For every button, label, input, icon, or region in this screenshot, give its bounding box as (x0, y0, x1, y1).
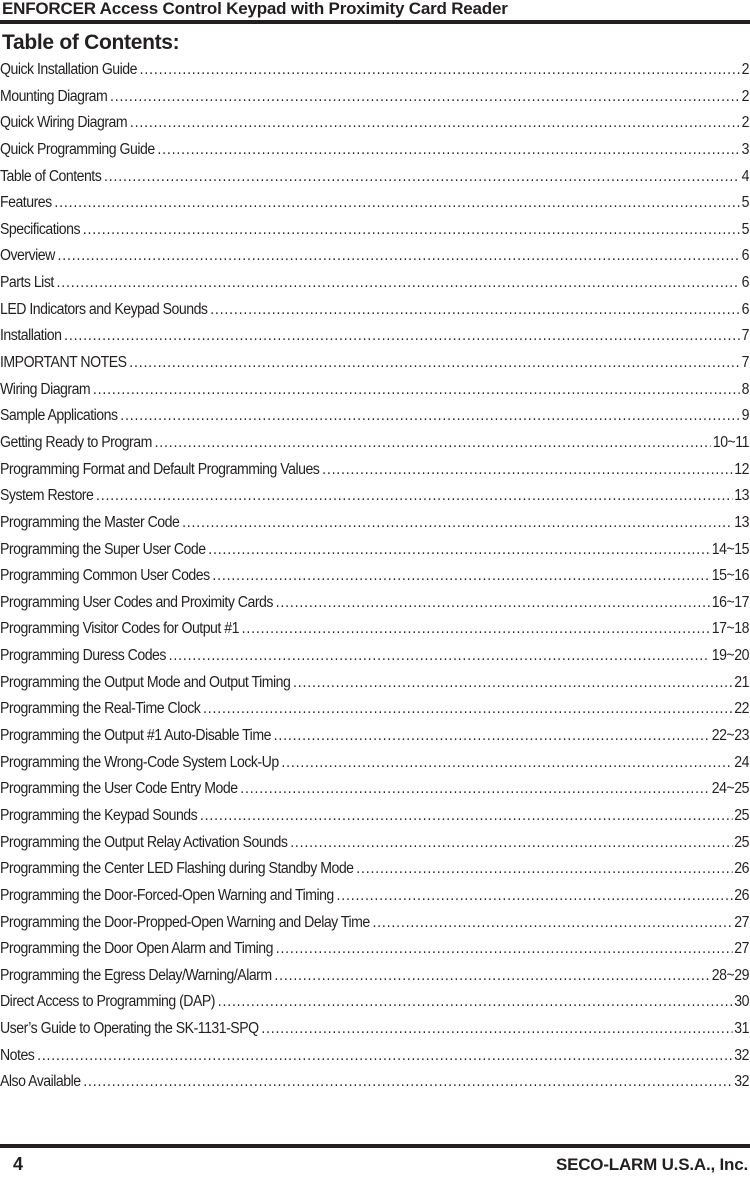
toc-dot-leader (104, 164, 740, 191)
footer-rule (0, 1144, 750, 1148)
toc-entry-page: 31 (734, 1020, 749, 1038)
toc-entry-page: 24~25 (711, 780, 749, 798)
toc-dot-leader (130, 110, 740, 137)
toc-entry[interactable] (0, 1043, 749, 1070)
toc-entry[interactable] (0, 510, 749, 537)
toc-entry-title: Quick Wiring Diagram (0, 114, 128, 132)
toc-dot-leader (93, 377, 740, 404)
toc-entry[interactable] (0, 963, 749, 990)
toc-entry-title: Programming the Output Mode and Output Timing (0, 673, 291, 691)
toc-entry-page: 25 (734, 806, 749, 824)
toc-entry[interactable] (0, 803, 749, 830)
toc-dot-leader (157, 137, 739, 164)
toc-dot-leader (212, 563, 710, 590)
toc-entry-page: 13 (734, 487, 749, 505)
footer-page-number: 4 (13, 1154, 24, 1174)
toc-entry-title: Table of Contents (0, 167, 102, 185)
toc-dot-leader (293, 670, 732, 697)
toc-entry-title: Programming the Door-Forced-Open Warning and Timing (0, 886, 334, 904)
toc-entry-page: 3 (741, 140, 749, 158)
toc-entry-title: Sample Applications (0, 407, 118, 425)
toc-entry[interactable] (0, 643, 749, 670)
toc-heading: Table of Contents: (2, 31, 180, 54)
toc-entry[interactable] (0, 989, 749, 1016)
toc-entry[interactable] (0, 403, 749, 430)
toc-entry[interactable] (0, 1016, 749, 1043)
toc-entry-page: 26 (734, 860, 749, 878)
toc-dot-leader (372, 910, 732, 937)
toc-dot-leader (261, 1016, 732, 1043)
toc-dot-leader (182, 510, 732, 537)
toc-dot-leader (200, 803, 732, 830)
toc-entry-title: Programming Common User Codes (0, 567, 210, 585)
toc-entry-title: Programming the Keypad Sounds (0, 806, 198, 824)
toc-entry[interactable] (0, 430, 749, 457)
toc-entry-page: 21 (734, 673, 749, 691)
toc-entry-page: 16~17 (711, 593, 749, 611)
toc-entry-title: Programming the Door-Propped-Open Warning and Delay Time (0, 913, 370, 931)
toc-entry-title: Programming the Wrong-Code System Lock-Up (0, 753, 279, 771)
toc-dot-leader (208, 537, 710, 564)
toc-dot-leader (83, 217, 740, 244)
toc-entry[interactable] (0, 190, 749, 217)
toc-dot-leader (337, 883, 733, 910)
toc-entry[interactable] (0, 350, 749, 377)
toc-entry[interactable] (0, 57, 749, 84)
toc-entry-page: 5 (741, 194, 749, 212)
toc-dot-leader (54, 190, 739, 217)
toc-entry-title: Programming the Door Open Alarm and Timing (0, 940, 273, 958)
toc-entry-title: Overview (0, 247, 55, 265)
toc-dot-leader (203, 696, 732, 723)
toc-entry-page: 22 (734, 700, 749, 718)
toc-entry-page: 30 (734, 993, 749, 1011)
toc-dot-leader (218, 989, 733, 1016)
toc-entry-page: 28~29 (711, 966, 749, 984)
toc-dot-leader (356, 856, 732, 883)
toc-entry-title: Programming the Egress Delay/Warning/Alarm (0, 966, 272, 984)
toc-entry[interactable] (0, 297, 749, 324)
toc-entry[interactable] (0, 696, 749, 723)
toc-entry-page: 27 (734, 913, 749, 931)
toc-entry-page: 24 (734, 753, 749, 771)
toc-entry-page: 6 (741, 247, 749, 265)
toc-entry-title: Specifications (0, 220, 81, 238)
toc-dot-leader (290, 830, 732, 857)
toc-entry-page: 27 (734, 940, 749, 958)
toc-entry-title: Getting Ready to Program (0, 433, 152, 451)
toc-entry-page: 22~23 (711, 727, 749, 745)
toc-dot-leader (58, 243, 740, 270)
toc-dot-leader (242, 616, 710, 643)
toc-entry-page: 9 (741, 407, 749, 425)
toc-entry-page: 6 (741, 300, 749, 318)
toc-entry-title: Wiring Diagram (0, 380, 91, 398)
toc-entry-title: Quick Programming Guide (0, 140, 155, 158)
toc-entry-title: Programming Duress Codes (0, 647, 166, 665)
toc-list (0, 57, 749, 1096)
toc-entry[interactable] (0, 323, 749, 350)
toc-entry-page: 19~20 (711, 647, 749, 665)
toc-dot-leader (57, 270, 740, 297)
toc-entry-page: 2 (741, 87, 749, 105)
toc-entry-page: 15~16 (711, 567, 749, 585)
toc-entry-title: Programming the Output #1 Auto-Disable Time (0, 727, 271, 745)
toc-dot-leader (276, 590, 710, 617)
toc-entry-page: 17~18 (711, 620, 749, 638)
toc-dot-leader (240, 776, 710, 803)
toc-entry-title: Direct Access to Programming (DAP) (0, 993, 216, 1011)
toc-entry[interactable] (0, 616, 749, 643)
toc-entry-page: 32 (734, 1073, 749, 1091)
toc-dot-leader (129, 350, 740, 377)
toc-entry-page: 10~11 (712, 433, 749, 451)
toc-dot-leader (37, 1043, 732, 1070)
toc-entry[interactable] (0, 776, 749, 803)
toc-entry-title: User’s Guide to Operating the SK-1131-SPQ (0, 1020, 259, 1038)
toc-dot-leader (155, 430, 711, 457)
toc-entry-title: Programming User Codes and Proximity Cards (0, 593, 273, 611)
toc-entry[interactable] (0, 377, 749, 404)
toc-entry-page: 7 (741, 327, 749, 345)
toc-entry[interactable] (0, 563, 749, 590)
toc-entry-page: 13 (734, 513, 749, 531)
toc-dot-leader (64, 323, 740, 350)
toc-entry-title: Programming the Output Relay Activation Sounds (0, 833, 288, 851)
toc-entry-page: 14~15 (711, 540, 749, 558)
footer-company-name: SECO-LARM U.S.A., Inc. (555, 1155, 748, 1174)
toc-entry[interactable] (0, 137, 749, 164)
toc-entry-title: Parts List (0, 274, 54, 292)
toc-entry[interactable] (0, 164, 749, 191)
toc-entry-title: Quick Installation Guide (0, 61, 137, 78)
toc-dot-leader (322, 457, 732, 484)
toc-entry-title: Programming Format and Default Programming Values (0, 460, 320, 478)
toc-entry[interactable] (0, 750, 749, 777)
toc-dot-leader (169, 643, 710, 670)
toc-entry-page: 32 (734, 1046, 749, 1064)
header-rule (0, 20, 750, 24)
toc-entry-page: 26 (734, 886, 749, 904)
toc-entry-page: 2 (741, 114, 749, 132)
toc-entry-page: 12 (734, 460, 749, 478)
toc-entry[interactable] (0, 590, 749, 617)
toc-entry[interactable] (0, 483, 749, 510)
toc-entry-title: Programming Visitor Codes for Output #1 (0, 620, 239, 638)
toc-entry-title: Notes (0, 1046, 35, 1064)
toc-entry[interactable] (0, 217, 749, 244)
toc-entry-title: System Restore (0, 487, 94, 505)
toc-dot-leader (276, 936, 733, 963)
toc-entry[interactable] (0, 243, 749, 270)
toc-entry[interactable] (0, 84, 749, 111)
toc-entry-title: Programming the Super User Code (0, 540, 206, 558)
document-header-title: ENFORCER Access Control Keypad with Proximity Card Reader (2, 0, 508, 18)
toc-entry-title: Installation (0, 327, 62, 345)
toc-entry-page: 7 (741, 354, 749, 372)
toc-dot-leader (210, 297, 740, 324)
toc-entry[interactable] (0, 110, 749, 137)
toc-dot-leader (96, 483, 732, 510)
toc-entry-title: Features (0, 194, 52, 212)
toc-entry-page: 25 (734, 833, 749, 851)
toc-entry[interactable] (0, 856, 749, 883)
toc-entry[interactable] (0, 936, 749, 963)
toc-entry-title: Also Available (0, 1073, 81, 1091)
toc-entry[interactable] (0, 723, 749, 750)
toc-entry[interactable] (0, 830, 749, 857)
toc-entry[interactable] (0, 270, 749, 297)
toc-dot-leader (110, 84, 740, 111)
toc-entry-page: 5 (741, 220, 749, 238)
toc-entry-page: 6 (741, 274, 749, 292)
toc-entry-page: 2 (741, 61, 749, 78)
toc-dot-leader (120, 403, 740, 430)
toc-entry-page: 4 (741, 167, 749, 185)
toc-entry-title: IMPORTANT NOTES (0, 354, 127, 372)
toc-dot-leader (83, 1069, 732, 1096)
toc-entry[interactable] (0, 457, 749, 484)
toc-dot-leader (140, 57, 740, 84)
toc-dot-leader (281, 750, 732, 777)
toc-entry-title: Programming the User Code Entry Mode (0, 780, 238, 798)
toc-entry-title: LED Indicators and Keypad Sounds (0, 300, 208, 318)
toc-entry[interactable] (0, 910, 749, 937)
toc-entry[interactable] (0, 1069, 749, 1096)
toc-dot-leader (274, 723, 710, 750)
toc-entry-page: 8 (741, 380, 749, 398)
toc-entry[interactable] (0, 670, 749, 697)
toc-entry-title: Programming the Center LED Flashing during Standby Mode (0, 860, 354, 878)
toc-entry[interactable] (0, 537, 749, 564)
toc-entry-title: Mounting Diagram (0, 87, 108, 105)
toc-entry[interactable] (0, 883, 749, 910)
toc-dot-leader (274, 963, 710, 990)
toc-entry-title: Programming the Master Code (0, 513, 180, 531)
toc-entry-title: Programming the Real-Time Clock (0, 700, 201, 718)
